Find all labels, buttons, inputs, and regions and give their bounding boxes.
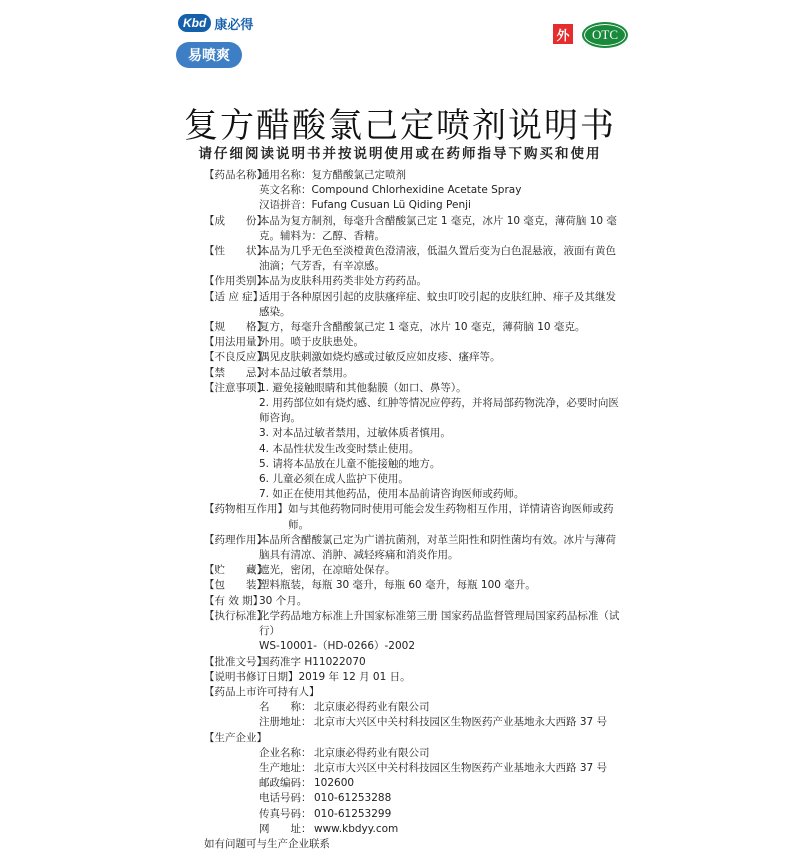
row-website <box>204 822 624 837</box>
row-label <box>204 183 259 198</box>
row-value: 北京市大兴区中关村科技园区生物医药产业基地永大西路 37 号 <box>314 761 608 774</box>
row-drug-name <box>204 168 624 183</box>
row-value: 外用。喷于皮肤患处。 <box>259 336 364 349</box>
row-value <box>259 731 624 746</box>
row-precautions <box>204 381 624 396</box>
row-label: 【有 效 期】 <box>204 594 264 607</box>
row-precaution-3 <box>204 426 624 441</box>
row-label: 【作用类别】 <box>204 275 267 288</box>
row-label: 【适 应 症】 <box>204 290 264 303</box>
row-standard <box>204 609 624 639</box>
row-precaution-7 <box>204 487 624 502</box>
row-revision-date <box>204 670 624 685</box>
row-company-name <box>204 746 624 761</box>
row-value: 本品为皮肤科用药类非处方药药品。 <box>259 275 427 288</box>
row-value: 30 个月。 <box>259 594 308 607</box>
row-label: 【注意事项】 <box>204 381 267 394</box>
row-manufacturer <box>204 731 624 746</box>
row-adverse-reactions <box>204 350 624 365</box>
row-interactions <box>204 502 624 532</box>
row-contact-note <box>204 837 624 852</box>
row-label: 【药理作用】 <box>204 533 267 546</box>
row-fax <box>204 807 624 822</box>
row-label <box>204 457 259 472</box>
row-label: 【包 装】 <box>204 579 267 592</box>
row-label: 【说明书修订日期】 <box>204 670 299 683</box>
row-value: WS-10001-（HD-0266）-2002 <box>259 640 416 653</box>
row-label: 网 址： <box>259 822 312 835</box>
row-value: 7. 如正在使用其他药品，使用本品前请咨询医师或药师。 <box>259 488 525 501</box>
row-label: 电话号码： <box>259 792 312 805</box>
row-value: 本品为几乎无色至淡橙黄色澄清液，低温久置后变为白色混悬液，液面有黄色油滴；气芳香，有辛凉感。 <box>259 245 616 273</box>
row-postal-code <box>204 776 624 791</box>
row-label: 【禁 忌】 <box>204 366 267 379</box>
row-value: 复方，每毫升含醋酸氯己定 1 毫克，冰片 10 毫克，薄荷脑 10 毫克。 <box>259 321 586 334</box>
row-label: 【用法用量】 <box>204 336 267 349</box>
row-category <box>204 274 624 289</box>
brand-badge: 易喷爽 <box>176 42 242 68</box>
row-label: 【生产企业】 <box>204 731 267 744</box>
row-value: 偶见皮肤刺激如烧灼感或过敏反应如皮疹、瘙痒等。 <box>259 351 501 364</box>
row-value: 对本品过敏者禁用。 <box>259 366 354 379</box>
row-label: 【性 状】 <box>204 245 267 258</box>
external-use-mark: 外 <box>553 24 573 44</box>
row-value: 本品为复方制剂，每毫升含醋酸氯己定 1 毫克，冰片 10 毫克，薄荷脑 10 毫克。辅料为：乙醇、香精。 <box>259 214 617 242</box>
row-indications <box>204 290 624 320</box>
row-label <box>204 426 259 441</box>
row-holder-name <box>204 700 624 715</box>
row-value: 塑料瓶装，每瓶 30 毫升，每瓶 60 毫升，每瓶 100 毫升。 <box>259 579 536 592</box>
row-usage <box>204 335 624 350</box>
row-value: www.kbdyy.com <box>314 822 399 835</box>
row-value: 北京康必得药业有限公司 <box>314 701 430 714</box>
row-value: 1. 避免接触眼睛和其他黏膜（如口、鼻等）。 <box>259 381 467 394</box>
logo-badge: Kbd <box>178 14 211 32</box>
row-value: 4. 本品性状发生改变时禁止使用。 <box>259 442 420 455</box>
row-production-address <box>204 761 624 776</box>
logo-name: 康必得 <box>214 17 254 33</box>
row-pharmacology <box>204 533 624 563</box>
row-value: 本品所含醋酸氯己定为广谱抗菌剂，对革兰阳性和阴性菌均有效。冰片与薄荷脑具有清凉、消肿、减轻疼痛和消炎作用。 <box>259 533 616 562</box>
row-label <box>204 487 259 502</box>
row-value <box>320 685 625 700</box>
row-precaution-4 <box>204 442 624 457</box>
row-value: 5. 请将本品放在儿童不能接触的地方。 <box>259 457 441 470</box>
row-precaution-5 <box>204 457 624 472</box>
row-storage <box>204 563 624 578</box>
row-label: 邮政编码： <box>259 777 312 790</box>
row-label: 企业名称： <box>259 746 312 759</box>
row-english-name <box>204 183 624 198</box>
instruction-body <box>204 168 624 852</box>
row-value: 北京市大兴区中关村科技园区生物医药产业基地永大西路 37 号 <box>314 716 608 729</box>
row-value: 通用名称：复方醋酸氯己定喷剂 <box>259 169 406 181</box>
row-value: 3. 对本品过敏者禁用，过敏体质者慎用。 <box>259 427 451 440</box>
row-precaution-6 <box>204 472 624 487</box>
row-label: 传真号码： <box>259 807 312 820</box>
row-label: 生产地址： <box>259 761 312 774</box>
row-label: 【贮 藏】 <box>204 564 267 577</box>
row-precaution-2 <box>204 396 624 426</box>
row-value: 102600 <box>314 777 355 790</box>
row-value: 如有问题可与生产企业联系 <box>204 837 330 850</box>
row-label: 【批准文号】 <box>204 655 267 668</box>
row-holder-address <box>204 715 624 730</box>
row-value: 010-61253288 <box>314 792 392 805</box>
row-value: 化学药品地方标准上升国家标准第三册 国家药品监督管理局国家药品标准（试行） <box>259 609 620 638</box>
row-package <box>204 578 624 593</box>
row-label <box>204 396 259 426</box>
row-value: 国药准字 H11022070 <box>259 655 366 668</box>
row-value: 英文名称：Compound Chlorhexidine Acetate Spray <box>259 184 522 197</box>
row-specification <box>204 320 624 335</box>
row-phone <box>204 791 624 806</box>
row-appearance <box>204 244 624 274</box>
row-ingredients <box>204 214 624 244</box>
otc-mark: OTC <box>582 22 628 48</box>
kbd-logo <box>178 12 253 34</box>
row-label: 【规 格】 <box>204 321 267 334</box>
row-license-holder <box>204 685 624 700</box>
row-value: 适用于各种原因引起的皮肤瘙痒症、蚊虫叮咬引起的皮肤红肿、痱子及其继发感染。 <box>259 290 616 318</box>
row-label <box>204 472 259 487</box>
row-label: 【执行标准】 <box>204 609 267 622</box>
row-label: 注册地址： <box>259 716 312 729</box>
page-subtitle: 请仔细阅读说明书并按说明使用或在药师指导下购买和使用 <box>198 146 602 162</box>
row-value: 汉语拼音：Fufang Cusuan Lü Qiding Penji <box>259 199 471 212</box>
row-label: 【不良反应】 <box>204 351 267 364</box>
row-label: 【成 份】 <box>204 214 267 227</box>
row-value: 2019 年 12 月 01 日。 <box>298 670 411 683</box>
row-contraindications <box>204 366 624 381</box>
row-value: 6. 儿童必须在成人监护下使用。 <box>259 473 409 486</box>
row-label: 名 称： <box>259 701 312 714</box>
row-pinyin <box>204 198 624 213</box>
row-label: 【药物相互作用】 <box>204 503 288 516</box>
row-label: 【药品名称】 <box>204 169 267 181</box>
row-standard-code <box>204 639 624 654</box>
row-label <box>204 639 259 654</box>
row-value: 2. 用药部位如有烧灼感、红肿等情况应停药，并将局部药物洗净，必要时向医师咨询。 <box>259 397 619 425</box>
row-approval-number <box>204 655 624 670</box>
page-title: 复方醋酸氯己定喷剂说明书 <box>184 106 616 146</box>
row-value: 遮光，密闭，在凉暗处保存。 <box>259 564 396 577</box>
row-label <box>204 198 259 213</box>
row-value: 北京康必得药业有限公司 <box>314 746 430 759</box>
row-expiry <box>204 594 624 609</box>
row-value: 010-61253299 <box>314 807 392 820</box>
row-value: 如与其他药物同时使用可能会发生药物相互作用，详情请咨询医师或药师。 <box>288 503 614 531</box>
row-label <box>204 442 259 457</box>
row-label: 【药品上市许可持有人】 <box>204 685 320 698</box>
